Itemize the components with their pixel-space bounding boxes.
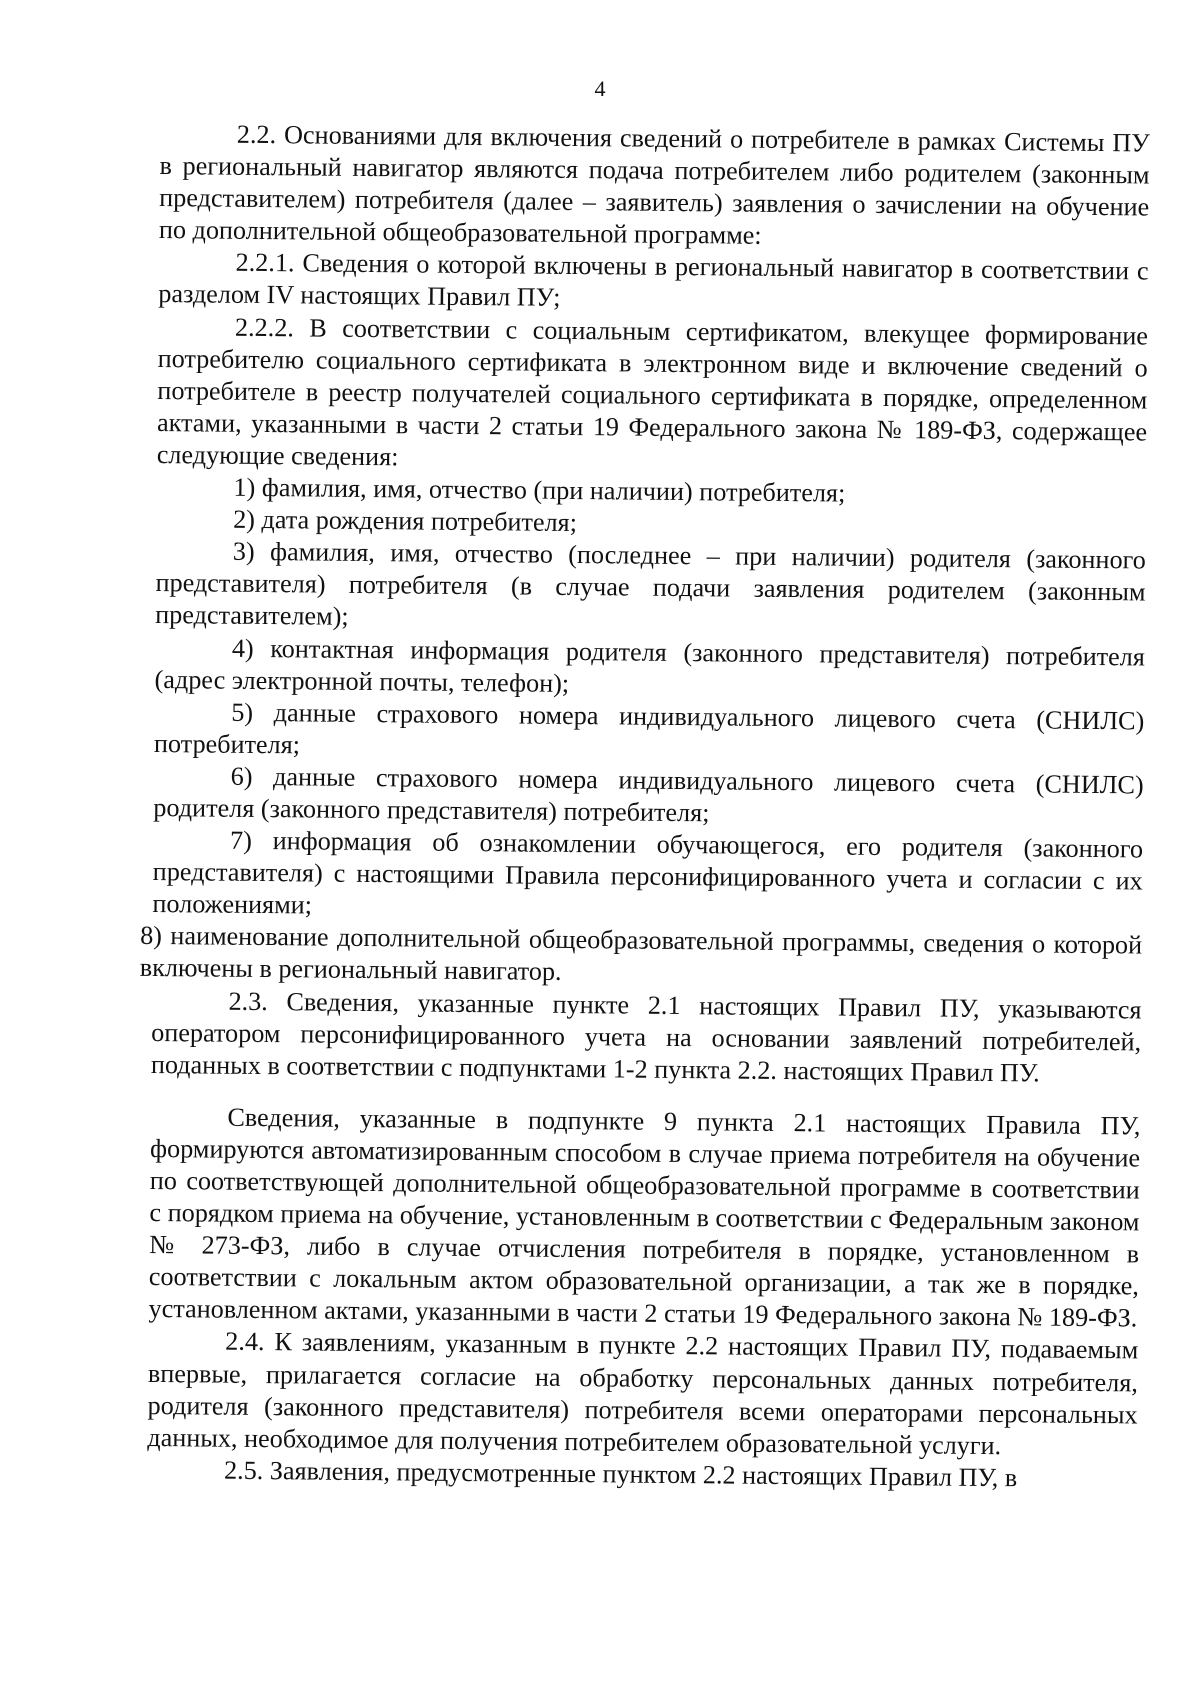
- list-item-8: 8) наименование дополнительной общеобразовательной программы, сведения о которой включены в региональный навигатор.: [139, 921, 1143, 987]
- list-item-7: 7) информация об ознакомлении обучающегося, его родителя (законного представителя) с настоящими Правила персонифицированного учета и согласии с их положениями;: [152, 825, 1144, 920]
- paragraph-2-3: 2.3. Сведения, указанные пункте 2.1 настоящих Правил ПУ, указываются оператором персонифицированного учета на основании заявлений потребителей, поданных в соответствии с подпунктами 1-2 пункта 2.2. настоящих Правил ПУ.: [150, 986, 1142, 1088]
- list-item-2: 2) дата рождения потребителя;: [233, 504, 578, 538]
- paragraph-2-2-2: 2.2.2. В соответствии с социальным сертификатом, влекущее формирование потребителю социального сертификата в электронном виде и включение сведений о потребителе в реестр получателей социального сертификата в порядке, определенном актами, указанными в части 2 статьи 19 Федерального закона № 189-ФЗ, содержащее следующие сведения:: [156, 312, 1149, 472]
- paragraph-2-5: 2.5. Заявления, предусмотренные пунктом 2.2 настоящих Правил ПУ, в: [223, 1455, 1018, 1493]
- list-item-1: 1) фамилия, имя, отчество (при наличии) потребителя;: [233, 472, 846, 508]
- list-item-3: 3) фамилия, имя, отчество (последнее – при наличии) родителя (законного представителя) потребителя (в случае подачи заявления родителем (законным представителем);: [155, 536, 1146, 632]
- list-item-4: 4) контактная информация родителя (законного представителя) потребителя (адрес электронной почты, телефон);: [154, 633, 1146, 698]
- document-body: [139, 118, 1150, 1495]
- paragraph-2-3-continued: Сведения, указанные в подпункте 9 пункта 2.1 настоящих Правила ПУ, формируются автоматизированным способом в случае приема потребителя на обучение по соответствующей дополнительной общеобразовательной программе в соответствии с порядком приема на обучение, установленным в соответствии с Федеральным законом № 273-ФЗ, либо в случае отчисления потребителя в порядке, установленном в соответствии с локальным актом образовательной организации, а так же в порядке, установленном актами, указанными в части 2 статьи 19 Федерального закона № 189-ФЗ.: [148, 1102, 1141, 1333]
- paragraph-2-2-1: 2.2.1. Сведения о которой включены в региональный навигатор в соответствии с разделом IV настоящих Правил ПУ;: [158, 248, 1149, 313]
- list-item-6: 6) данные страхового номера индивидуального лицевого счета (СНИЛС) родителя (законного представителя) потребителя;: [153, 761, 1144, 828]
- page-number: 4: [594, 76, 606, 101]
- paragraph-2-4: 2.4. К заявлениям, указанным в пункте 2.2 настоящих Правил ПУ, подаваемым впервые, прилагается согласие на обработку персональных данных потребителя, родителя (законного представителя) потребителя всеми операторами персональных данных, необходимое для получения потребителем образовательной услуги.: [147, 1327, 1139, 1460]
- paragraph-2-2: 2.2. Основаниями для включения сведений о потребителе в рамках Системы ПУ в региональный навигатор являются подача потребителем либо родителем (законным представителем) потребителя (далее – заявитель) заявления о зачислении на обучение по дополнительной общеобразовательной программе:: [158, 119, 1150, 251]
- list-item-5: 5) данные страхового номера индивидуального лицевого счета (СНИЛС) потребителя;: [153, 697, 1145, 760]
